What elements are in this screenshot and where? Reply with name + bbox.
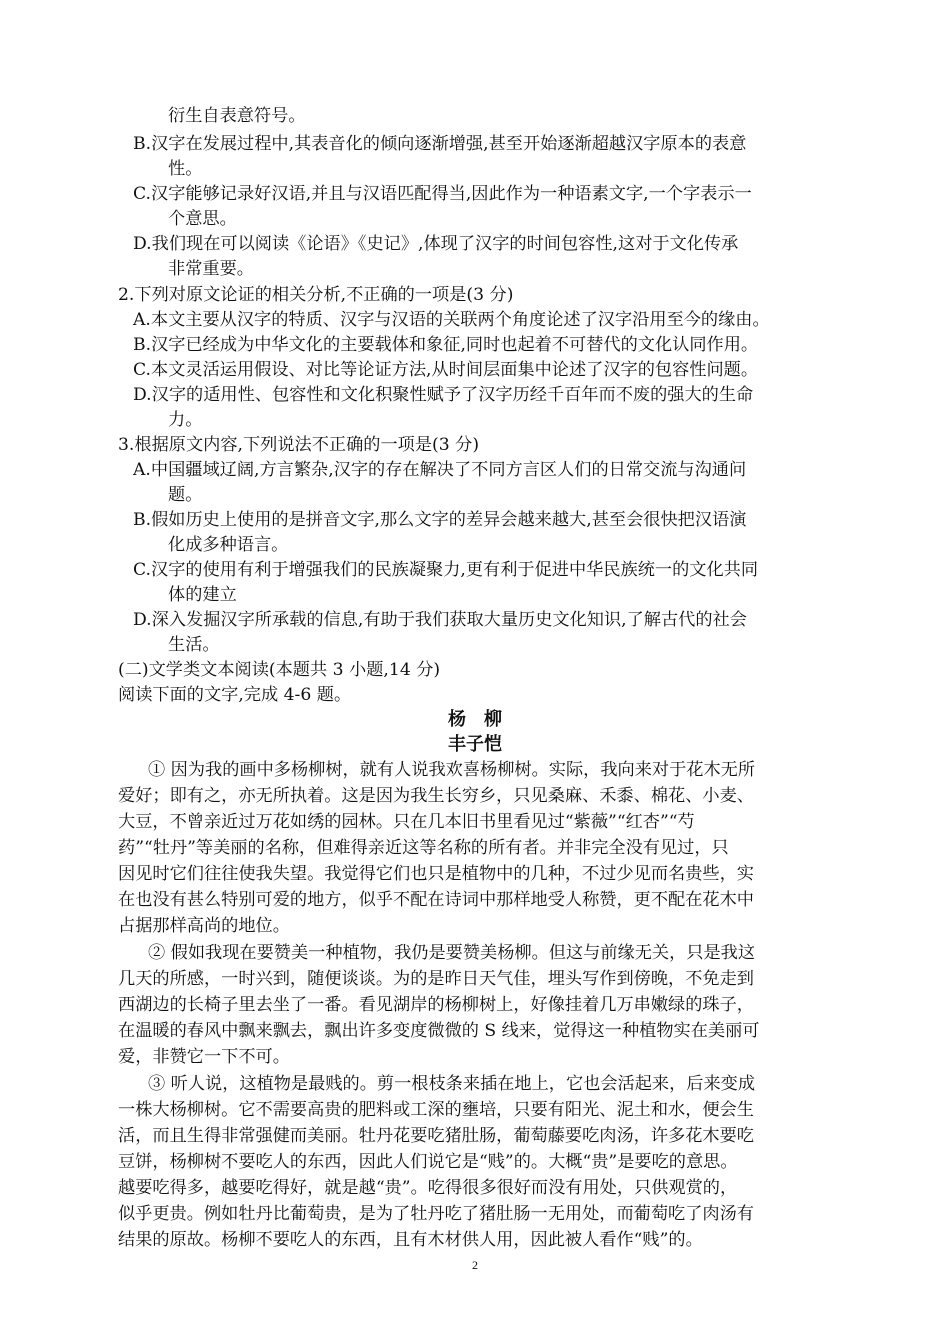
q3-option-a: A.中国疆域辽阔,方言繁杂,汉字的存在解决了不同方言区人们的日常交流与沟通问 bbox=[133, 460, 747, 480]
paragraph-3-line: ③ 听人说，这植物是最贱的。剪一根枝条来插在地上，它也会活起来，后来变成 bbox=[148, 1074, 756, 1094]
q2-stem: 2.下列对原文论证的相关分析,不正确的一项是(3 分) bbox=[118, 285, 514, 305]
q1-option-c-continuation: 个意思。 bbox=[168, 209, 237, 229]
paragraph-1-line: ① 因为我的画中多杨柳树，就有人说我欢喜杨柳树。实际，我向来对于花木无所 bbox=[148, 760, 756, 780]
paragraph-1-line: 因见时它们往往使我失望。我觉得它们也只是植物中的几种，不过少见而名贵些，实 bbox=[118, 864, 754, 884]
q1-option-b: B.汉字在发展过程中,其表音化的倾向逐渐增强,甚至开始逐渐超越汉字原本的表意 bbox=[133, 134, 747, 154]
q2-option-c: C.本文灵活运用假设、对比等论证方法,从时间层面集中论述了汉字的包容性问题。 bbox=[133, 360, 759, 380]
q1-option-d: D.我们现在可以阅读《论语》《史记》,体现了汉字的时间包容性,这对于文化传承 bbox=[133, 234, 739, 254]
q3-option-a-continuation: 题。 bbox=[168, 485, 203, 505]
paragraph-3-line: 活，而且生得非常强健而美丽。牡丹花要吃猪肚肠，葡萄藤要吃肉汤，许多花木要吃 bbox=[118, 1126, 754, 1146]
paragraph-3-line: 豆饼，杨柳树不要吃人的东西，因此人们说它是“贱”的。大概“贵”是要吃的意思。 bbox=[118, 1152, 738, 1172]
page-number: 2 bbox=[472, 1258, 478, 1272]
paragraph-2-line: 几天的所感，一时兴到，随便谈谈。为的是昨日天气佳，埋头写作到傍晚，不免走到 bbox=[118, 969, 754, 989]
paragraph-1-line: 爱好；即有之，亦无所执着。这是因为我生长穷乡，只见桑麻、禾黍、棉花、小麦、 bbox=[118, 786, 754, 806]
q3-option-d-continuation: 生活。 bbox=[168, 635, 220, 655]
q3-option-d: D.深入发掘汉字所承载的信息,有助于我们获取大量历史文化知识,了解古代的社会 bbox=[133, 610, 747, 630]
q3-stem: 3.根据原文内容,下列说法不正确的一项是(3 分) bbox=[118, 435, 480, 455]
q3-option-c: C.汉字的使用有利于增强我们的民族凝聚力,更有利于促进中华民族统一的文化共同 bbox=[133, 560, 759, 580]
paragraph-3-line: 越要吃得多，越要吃得好，就是越“贵”。吃得很多很好而没有用处，只供观赏的， bbox=[118, 1178, 738, 1198]
paragraph-3-line: 结果的原故。杨柳不要吃人的东西，且有木材供人用，因此被人看作“贱”的。 bbox=[118, 1230, 703, 1250]
q1-option-c: C.汉字能够记录好汉语,并且与汉语匹配得当,因此作为一种语素文字,一个字表示一 bbox=[133, 184, 752, 204]
paragraph-2-line: 在温暖的春风中飘来飘去，飘出许多变度微微的 S 线来，觉得这一种植物实在美丽可 bbox=[118, 1021, 760, 1041]
paragraph-1-line: 占据那样高尚的地位。 bbox=[118, 916, 290, 936]
paragraph-1-line: 药”“牡丹”等美丽的名称，但难得亲近这等名称的所有者。并非完全没有见过，只 bbox=[118, 838, 729, 858]
q3-option-b-continuation: 化成多种语言。 bbox=[168, 535, 289, 555]
q1-option-d-continuation: 非常重要。 bbox=[168, 259, 254, 279]
q3-option-b: B.假如历史上使用的是拼音文字,那么文字的差异会越来越大,甚至会很快把汉语演 bbox=[133, 510, 747, 530]
paragraph-1-line: 在也没有甚么特别可爱的地方，似乎不配在诗词中那样地受人称赞，更不配在花木中 bbox=[118, 890, 754, 910]
q2-option-a: A.本文主要从汉字的特质、汉字与汉语的关联两个角度论述了汉字沿用至今的缘由。 bbox=[133, 310, 770, 330]
paragraph-3-line: 似乎更贵。例如牡丹比葡萄贵，是为了牡丹吃了猪肚肠一无用处，而葡萄吃了肉汤有 bbox=[118, 1204, 754, 1224]
section-heading: (二)文学类文本阅读(本题共 3 小题,14 分) bbox=[118, 660, 441, 680]
paragraph-2-line: ② 假如我现在要赞美一种植物，我仍是要赞美杨柳。但这与前缘无关，只是我这 bbox=[148, 943, 756, 963]
paragraph-2-line: 爱，非赞它一下不可。 bbox=[118, 1047, 290, 1067]
section-instruction: 阅读下面的文字,完成 4-6 题。 bbox=[118, 685, 352, 705]
paragraph-1-line: 大豆，不曾亲近过万花如绣的园林。只在几本旧书里看见过“紫薇”“红杏”“芍 bbox=[118, 812, 695, 832]
q1-option-b-continuation: 性。 bbox=[168, 159, 203, 179]
article-author: 丰子恺 bbox=[448, 734, 502, 755]
article-title: 杨 柳 bbox=[448, 709, 502, 730]
q2-option-d-continuation: 力。 bbox=[168, 410, 203, 430]
paragraph-3-line: 一株大杨柳树。它不需要高贵的肥料或工深的壅培，只要有阳光、泥土和水，便会生 bbox=[118, 1100, 754, 1120]
q2-option-d: D.汉字的适用性、包容性和文化积聚性赋予了汉字历经千百年而不废的强大的生命 bbox=[133, 385, 754, 405]
q3-option-c-continuation: 体的建立 bbox=[168, 585, 237, 605]
paragraph-2-line: 西湖边的长椅子里去坐了一番。看见湖岸的杨柳树上，好像挂着几万串嫩绿的珠子， bbox=[118, 995, 754, 1015]
q1-option-a-continuation: 衍生自表意符号。 bbox=[168, 106, 306, 126]
q2-option-b: B.汉字已经成为中华文化的主要载体和象征,同时也起着不可替代的文化认同作用。 bbox=[133, 335, 759, 355]
